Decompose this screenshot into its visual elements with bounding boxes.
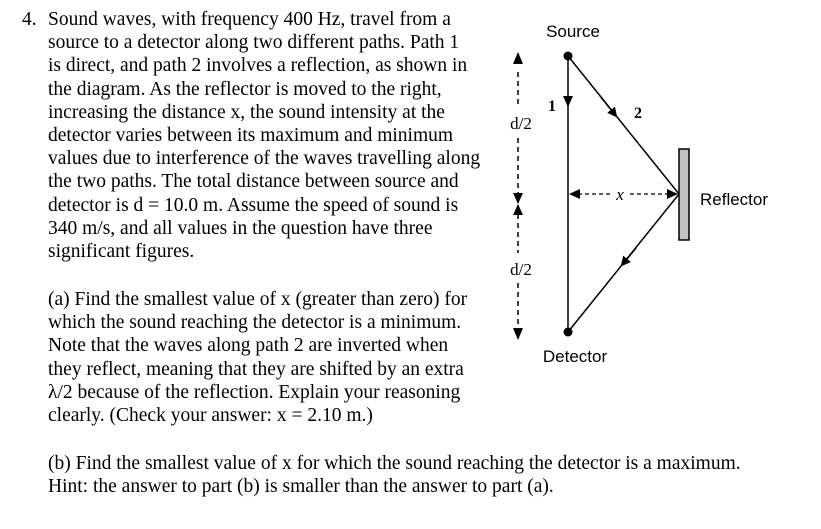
intro-line: detector varies between its maximum and minimum [48,125,454,147]
intro-line: values due to interference of the waves travelling along [48,148,481,170]
part-b-line: (b) Find the smallest value of x for which the sound reaching the detector is a maximum. [48,453,741,474]
dimension-arrowhead-up [513,204,523,215]
part-a-line: they reflect, meaning that they are shifted by an extra [48,358,464,380]
source-label: Source [546,22,600,41]
detector-dot [564,328,573,337]
path-2-arrowhead [600,96,616,116]
part-a-line: clearly. (Check your answer: x = 2.10 m.) [48,405,373,427]
part-a-line: λ/2 because of the reflection. Explain your reasoning [48,381,461,403]
half-d-bottom-label: d/2 [510,260,532,279]
part-a-line: Note that the waves along path 2 are inverted when [48,335,449,357]
question-number: 4. [22,9,37,30]
intro-line: Sound waves, with frequency 400 Hz, travel from a [48,9,451,30]
half-d-top-label: d/2 [510,114,532,133]
path-1-label: 1 [548,98,556,115]
path-2-return-arrowhead [622,248,636,265]
path-2-label: 2 [634,105,642,122]
path-1-arrowhead [563,96,573,107]
intro-line: is direct, and path 2 involves a reflection, as shown in [48,55,468,77]
source-dot [564,52,573,61]
dimension-arrowhead-down [513,193,523,204]
intro-line: significant figures. [48,241,195,263]
part-a-line: which the sound reaching the detector is a minimum. [48,312,462,334]
detector-label: Detector [542,347,608,366]
intro-line: source to a detector along two different paths. Path 1 [48,32,460,54]
intro-line: detector is d = 10.0 m. Assume the speed of sound is [48,194,459,216]
dimension-arrowhead-up [513,52,523,64]
intro-line: the diagram. As the reflector is moved to the right, [48,78,442,100]
path-2-incident-line [568,56,679,194]
x-arrowhead-left [569,189,580,199]
part-a-line: (a) Find the smallest value of x (greater than zero) for [48,289,468,310]
reflector-label: Reflector [700,190,769,209]
intro-line: the two paths. The total distance between source and [48,171,459,193]
distance-x-label: x [616,185,624,204]
reflector-plate [679,149,689,240]
part-b-line: Hint: the answer to part (b) is smaller than the answer to part (a). [48,476,554,498]
intro-line: increasing the distance x, the sound intensity at the [48,101,445,123]
intro-line: 340 m/s, and all values in the question have three [48,217,433,239]
dimension-arrowhead-down [513,328,523,340]
half-d-dimension [513,52,523,340]
